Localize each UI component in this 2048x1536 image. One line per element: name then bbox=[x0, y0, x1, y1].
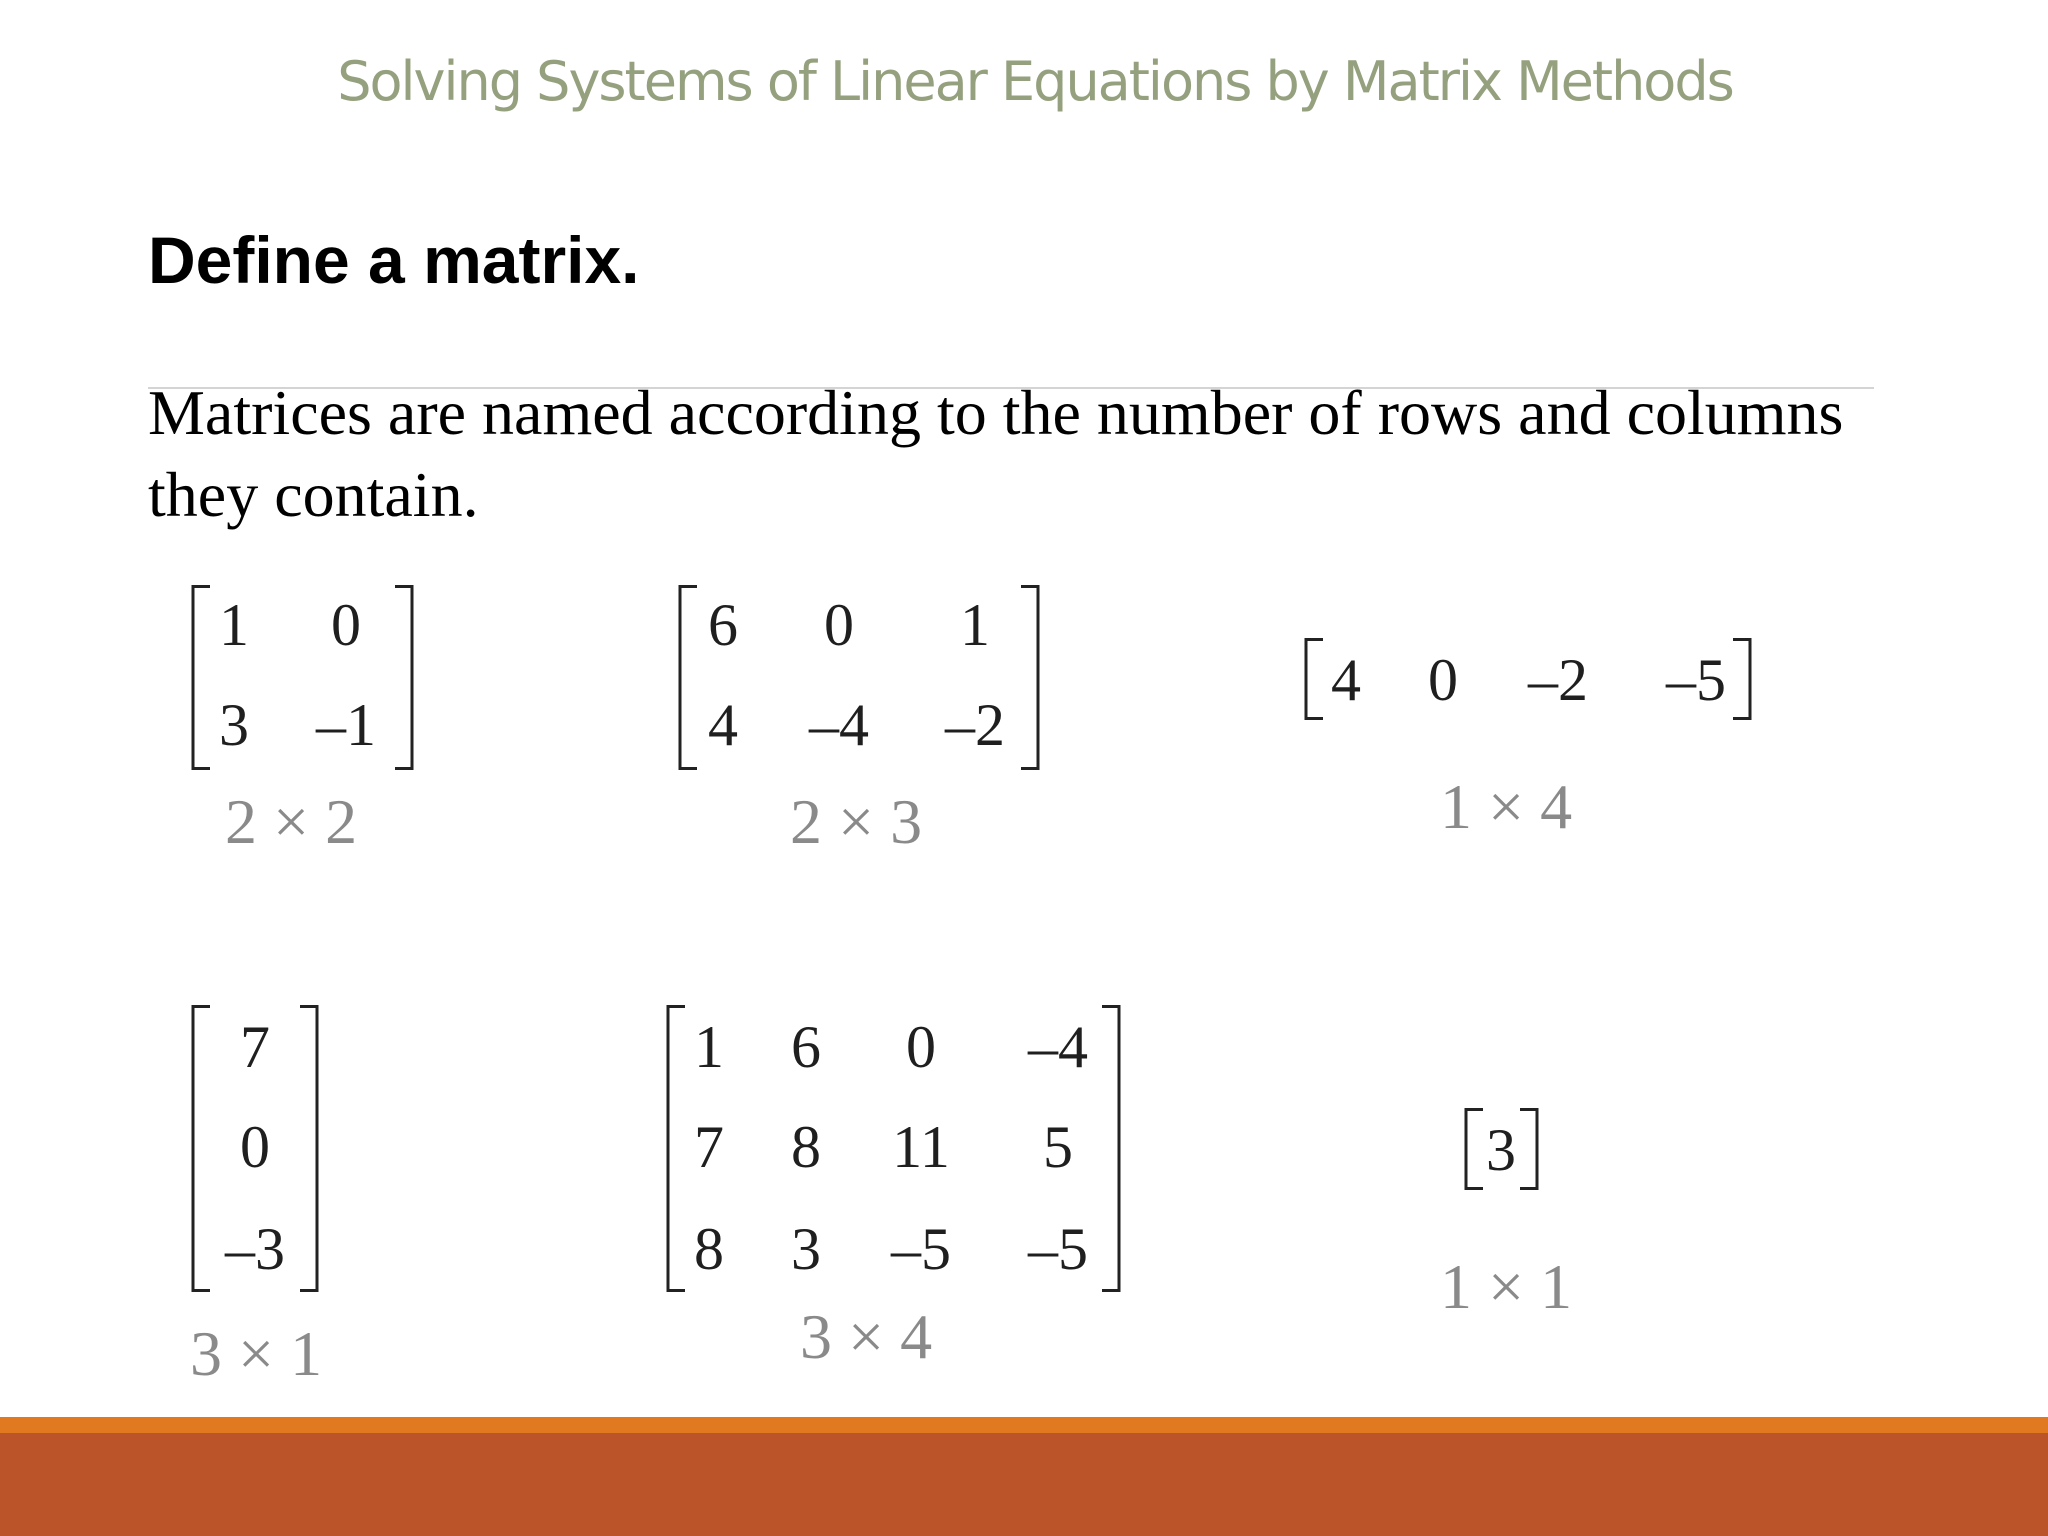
dimension-label: 1 × 1 bbox=[1440, 1251, 1573, 1322]
matrix-cell: 0 bbox=[331, 592, 361, 658]
matrix-cell: –4 bbox=[1028, 1014, 1088, 1080]
matrix-cell: –2 bbox=[1528, 647, 1588, 713]
right-bracket-stroke bbox=[1021, 587, 1038, 769]
matrix-cell: 6 bbox=[791, 1014, 821, 1080]
dimension-label: 2 × 3 bbox=[790, 786, 923, 857]
matrix-cell: 4 bbox=[708, 692, 738, 758]
right-bracket-stroke bbox=[1733, 640, 1750, 719]
left-bracket-stroke bbox=[193, 1007, 210, 1291]
left-bracket-stroke bbox=[668, 1007, 685, 1291]
matrix-cell: 4 bbox=[1331, 647, 1361, 713]
matrix-cell: –5 bbox=[891, 1216, 951, 1282]
left-bracket-stroke bbox=[193, 587, 210, 769]
matrix-cell: 8 bbox=[791, 1114, 821, 1180]
matrix-cell: 3 bbox=[1486, 1117, 1516, 1183]
right-bracket bbox=[1518, 1108, 1540, 1190]
dimension-label: 3 × 1 bbox=[190, 1318, 323, 1389]
matrix-cell: –1 bbox=[316, 692, 376, 758]
matrix-cell: 3 bbox=[219, 692, 249, 758]
matrix-cell: –3 bbox=[225, 1216, 285, 1282]
slide-heading: Define a matrix. bbox=[148, 223, 640, 297]
left-bracket-stroke bbox=[680, 587, 697, 769]
footer-bar bbox=[0, 1433, 2048, 1536]
left-bracket bbox=[665, 1005, 687, 1292]
right-bracket bbox=[1019, 585, 1041, 770]
matrix-14 bbox=[1303, 638, 1753, 720]
right-bracket bbox=[1100, 1005, 1122, 1292]
matrix-cell: –5 bbox=[1028, 1216, 1088, 1282]
matrix-31 bbox=[190, 1005, 320, 1292]
matrix-cell: 7 bbox=[694, 1114, 724, 1180]
right-bracket-stroke bbox=[395, 587, 412, 769]
right-bracket-stroke bbox=[300, 1007, 317, 1291]
matrix-22 bbox=[190, 585, 415, 770]
matrix-cell: 0 bbox=[906, 1014, 936, 1080]
matrix-cell: –4 bbox=[809, 692, 869, 758]
matrix-cell: 8 bbox=[694, 1216, 724, 1282]
matrix-cell: 0 bbox=[824, 592, 854, 658]
slide-title: Solving Systems of Linear Equations by Matrix Methods bbox=[337, 50, 1733, 113]
left-bracket-stroke bbox=[1466, 1110, 1483, 1189]
matrix-cell: 1 bbox=[219, 592, 249, 658]
dimension-label: 1 × 4 bbox=[1440, 771, 1573, 842]
dimension-label: 3 × 4 bbox=[800, 1301, 933, 1372]
left-bracket bbox=[677, 585, 699, 770]
matrix-cell: 1 bbox=[960, 592, 990, 658]
body-text: Matrices are named according to the number of rows and columns they contain. bbox=[148, 377, 1844, 530]
left-bracket bbox=[1463, 1108, 1485, 1190]
right-bracket bbox=[298, 1005, 320, 1292]
matrix-cell: 1 bbox=[694, 1014, 724, 1080]
matrix-cell: 7 bbox=[240, 1014, 270, 1080]
left-bracket-stroke bbox=[1306, 640, 1323, 719]
matrix-cell: 0 bbox=[1428, 647, 1458, 713]
matrix-cell: 6 bbox=[708, 592, 738, 658]
dimension-label: 2 × 2 bbox=[225, 786, 358, 857]
left-bracket bbox=[190, 1005, 212, 1292]
footer-stripe bbox=[0, 1417, 2048, 1433]
right-bracket-stroke bbox=[1102, 1007, 1119, 1291]
right-bracket bbox=[393, 585, 415, 770]
left-bracket bbox=[1303, 638, 1325, 720]
matrix-cell: 5 bbox=[1043, 1114, 1073, 1180]
matrix-cell: 3 bbox=[791, 1216, 821, 1282]
right-bracket bbox=[1731, 638, 1753, 720]
right-bracket-stroke bbox=[1520, 1110, 1537, 1189]
matrix-34 bbox=[665, 1005, 1122, 1292]
matrix-cell: 0 bbox=[240, 1114, 270, 1180]
matrix-23 bbox=[677, 585, 1041, 770]
matrix-cell: 11 bbox=[892, 1114, 950, 1180]
matrix-cell: –2 bbox=[945, 692, 1005, 758]
left-bracket bbox=[190, 585, 212, 770]
matrix-cell: –5 bbox=[1666, 647, 1726, 713]
matrix-11 bbox=[1463, 1108, 1540, 1190]
